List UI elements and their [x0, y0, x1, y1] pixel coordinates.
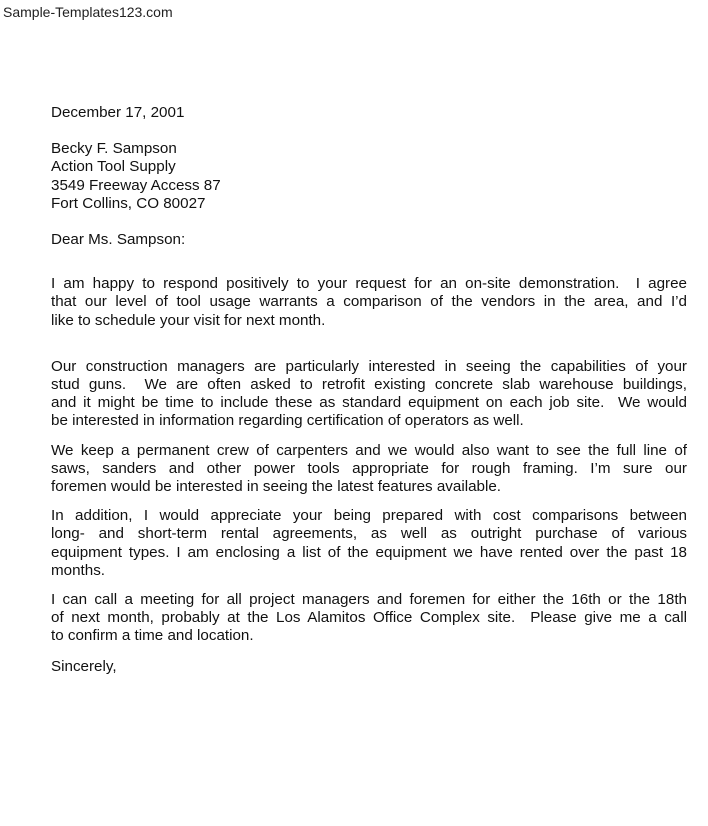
- paragraph-line: to confirm a time and location.: [51, 627, 254, 645]
- paragraph-1: [51, 275, 687, 330]
- recipient-address: [51, 140, 687, 213]
- paragraph-5: [51, 591, 687, 646]
- paragraph-line: and it might be time to include these as standard equipment on each job site. We would: [51, 394, 687, 412]
- paragraph-line: long- and short-term rental agreements, as well as outright purchase of various: [51, 525, 687, 543]
- recipient-street: 3549 Freeway Access 87: [51, 176, 221, 194]
- paragraph-line: of next month, probably at the Los Alamitos Office Complex site. Please give me a call: [51, 609, 687, 627]
- paragraph-line: months.: [51, 561, 106, 579]
- paragraph-2: [51, 358, 687, 431]
- paragraph-line: that our level of tool usage warrants a comparison of the vendors in the area, and I’d: [51, 293, 687, 311]
- paragraph-line: Our construction managers are particularly interested in seeing the capabilities of your: [51, 357, 687, 375]
- letter-body: [51, 104, 687, 676]
- paragraph-line: In addition, I would appreciate your being prepared with cost comparisons between: [51, 507, 687, 525]
- paragraph-line: saws, sanders and other power tools appropriate for rough framing. I’m sure our: [51, 459, 687, 477]
- paragraph-line: be interested in information regarding certification of operators as well.: [51, 412, 524, 430]
- recipient-name: Becky F. Sampson: [51, 140, 177, 158]
- paragraph-4: [51, 507, 687, 580]
- salutation: Dear Ms. Sampson:: [51, 231, 186, 249]
- paragraph-line: equipment types. I am enclosing a list of the equipment we have rented over the past 18: [51, 543, 687, 561]
- paragraph-line: I can call a meeting for all project managers and foremen for either the 16th or the 18th: [51, 591, 687, 609]
- paragraph-line: like to schedule your visit for next month.: [51, 311, 326, 329]
- paragraph-line: We keep a permanent crew of carpenters and we would also want to see the full line of: [51, 441, 687, 459]
- paragraph-line: foremen would be interested in seeing the latest features available.: [51, 478, 501, 496]
- paragraph-line: I am happy to respond positively to your request for an on-site demonstration. I agree: [51, 275, 687, 293]
- site-watermark: Sample-Templates123.com: [3, 4, 173, 20]
- recipient-company: Action Tool Supply: [51, 158, 176, 176]
- paragraph-3: [51, 442, 687, 497]
- recipient-city-state-zip: Fort Collins, CO 80027: [51, 194, 206, 212]
- letter-date: December 17, 2001: [51, 104, 185, 121]
- closing: Sincerely,: [51, 657, 117, 675]
- paragraph-line: stud guns. We are often asked to retrofit existing concrete slab warehouse buildings,: [51, 376, 687, 394]
